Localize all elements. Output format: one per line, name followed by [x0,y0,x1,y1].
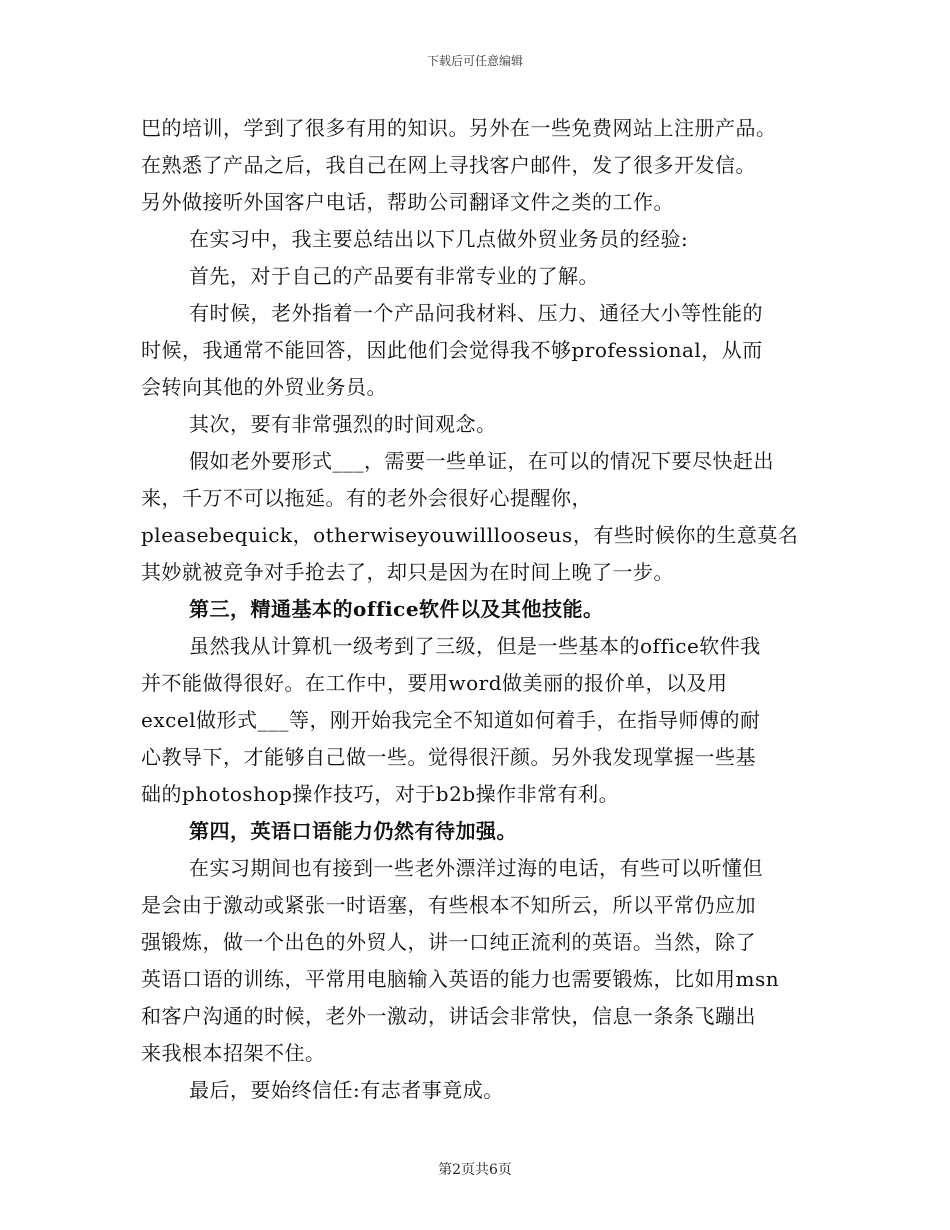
paragraph-line: 和客户沟通的时候，老外一激动，讲话会非常快，信息一条条飞蹦出 [141,1004,756,1028]
section-heading: 第三，精通基本的office软件以及其他技能。 [189,597,604,621]
paragraph-line: 首先，对于自己的产品要有非常专业的了解。 [189,264,599,288]
paragraph-line: 最后，要始终信任:有志者事竟成。 [189,1078,504,1102]
paragraph-line: 是会由于激动或紧张一时语塞，有些根本不知所云，所以平常仍应加 [141,893,756,917]
paragraph-line: 假如老外要形式___，需要一些单证，在可以的情况下要尽快赶出 [189,449,774,473]
paragraph-line: 其次，要有非常强烈的时间观念。 [189,412,497,436]
paragraph-line: 虽然我从计算机一级考到了三级，但是一些基本的office软件我 [189,634,761,658]
paragraph-line: 来我根本招架不住。 [141,1041,326,1065]
paragraph-line: 其妙就被竞争对手抢去了，却只是因为在时间上晚了一步。 [141,560,674,584]
page-header: 下载后可任意编辑 [426,54,523,68]
paragraph-line: 强锻炼，做一个出色的外贸人，讲一口纯正流利的英语。当然，除了 [141,930,756,954]
paragraph-line: excel做形式___等，刚开始我完全不知道如何着手，在指导师傅的耐 [141,708,761,732]
paragraph-line: 英语口语的训练，平常用电脑输入英语的能力也需要锻炼，比如用msn [141,967,780,991]
paragraph-line: 础的photoshop操作技巧，对于b2b操作非常有利。 [141,782,620,806]
paragraph-line: 会转向其他的外贸业务员。 [141,375,387,399]
paragraph-line: 有时候，老外指着一个产品问我材料、压力、通径大小等性能的 [189,301,763,325]
paragraph-line: 时候，我通常不能回答，因此他们会觉得我不够professional，从而 [141,338,763,362]
paragraph-line: 巴的培训，学到了很多有用的知识。另外在一些免费网站上注册产品。 [141,116,777,140]
paragraph-line: 在熟悉了产品之后，我自己在网上寻找客户邮件，发了很多开发信。 [141,153,756,177]
section-heading: 第四，英语口语能力仍然有待加强。 [189,819,517,843]
paragraph-line: pleasebequick，otherwiseyouwilllooseus，有些时候你的生意莫名 [141,523,799,547]
paragraph-line: 在实习期间也有接到一些老外漂洋过海的电话，有些可以听懂但 [189,856,763,880]
paragraph-line: 并不能做得很好。在工作中，要用word做美丽的报价单，以及用 [141,671,728,695]
paragraph-line: 来，千万不可以拖延。有的老外会很好心提醒你， [141,486,592,510]
paragraph-line: 在实习中，我主要总结出以下几点做外贸业务员的经验: [189,227,689,251]
paragraph-line: 另外做接听外国客户电话，帮助公司翻译文件之类的工作。 [141,190,674,214]
paragraph-line: 心教导下，才能够自己做一些。觉得很汗颜。另外我发现掌握一些基 [141,745,756,769]
page-number: 第2页共6页 [438,1162,512,1178]
